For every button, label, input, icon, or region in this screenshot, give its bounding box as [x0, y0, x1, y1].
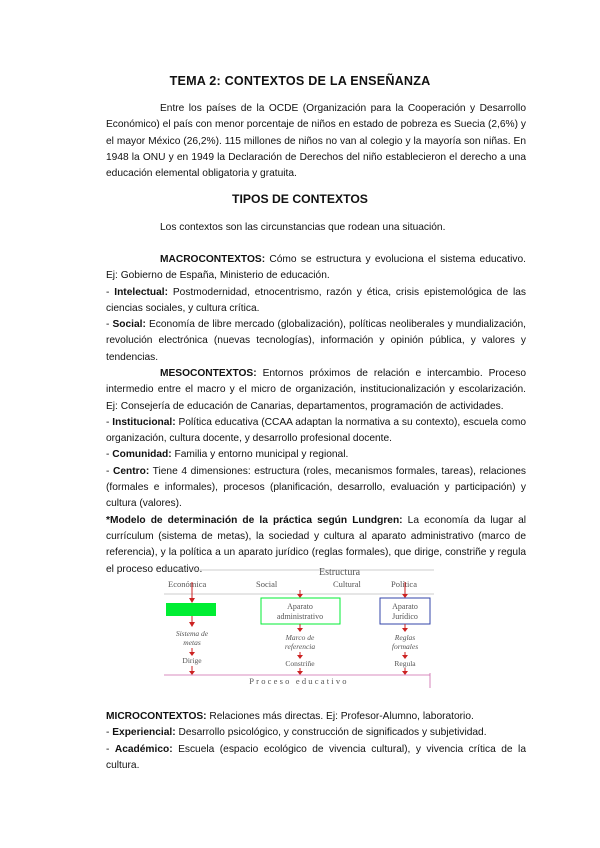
micro-text: Relaciones más directas. Ej: Profesor-Alumno, laboratorio.: [206, 711, 474, 722]
macro-item-prefix: -: [106, 319, 113, 331]
meso-item-label: Centro:: [113, 465, 150, 477]
arrowhead-constrine-proceso: [297, 671, 303, 675]
micro-item-label: Académico:: [114, 743, 173, 755]
document-title: TEMA 2: CONTEXTOS DE LA ENSEÑANZA: [169, 74, 431, 88]
micro-item-text: Desarrollo psicológico, y construcción de significados y subjetividad.: [175, 727, 487, 739]
meso-item-label: Comunidad:: [112, 449, 172, 461]
definition-paragraph: [106, 220, 526, 236]
constrine-label: Constriñe: [285, 659, 315, 668]
micro-item-academico: [106, 742, 526, 775]
meso-text: Entornos próximos de relación e intercambio. Proceso intermedio entre el macro y el micro de organización, institucionalización y escolarización. Ej: Consejería de educación de Canarias, departamentos, programación de actividades.: [106, 368, 526, 412]
reglas-formales-line1: Reglas: [394, 633, 416, 642]
sistema-metas-line1: Sistema de: [175, 629, 209, 638]
macro-item-prefix: -: [106, 286, 115, 298]
micro-item-text: Escuela (espacio ecológico de vivencia cultural), y vivencia crítica de la cultura.: [106, 743, 526, 771]
diagram-social-label: Social: [256, 579, 278, 589]
micro-label: MICROCONTEXTOS:: [106, 711, 207, 722]
macro-paragraph: [106, 252, 526, 285]
aparato-jur-line1: Aparato: [392, 602, 418, 611]
meso-item-text: Familia y entorno municipal y regional.: [171, 449, 349, 461]
dirige-label: Dirige: [182, 656, 202, 665]
meso-item-label: Institucional:: [112, 416, 176, 428]
meso-item-institucional: [106, 415, 526, 448]
meso-item-centro: [106, 464, 526, 513]
micro-item-label: Experiencial:: [112, 727, 176, 739]
marco-referencia-line1: Marco de: [285, 633, 315, 642]
meso-section: [106, 366, 526, 578]
arrowhead-dirige-proceso: [189, 671, 195, 675]
intro-paragraph: [106, 101, 526, 182]
aparato-admin-line2: administrativo: [276, 612, 324, 621]
meso-paragraph: [106, 366, 526, 415]
economica-green-box: [166, 603, 216, 616]
arrowhead-to-sistema: [189, 622, 195, 627]
meso-item-prefix: -: [106, 416, 113, 428]
meso-item-text: Tiene 4 dimensiones: estructura (roles, mecanismos formales, tareas), relaciones (formales e informales), procesos (planificación, desarrollo, evaluación y participación) y cultura (valores).: [106, 465, 526, 510]
lundgren-diagram: [164, 560, 434, 690]
arrowhead-to-reglas: [402, 628, 408, 632]
macro-item-label: Intelectual:: [114, 286, 169, 298]
macro-section: [106, 252, 526, 366]
meso-model-label: *Modelo de determinación de la práctica según Lundgren:: [106, 514, 403, 526]
meso-item-prefix: -: [106, 465, 114, 477]
macro-item-label: Social:: [112, 319, 146, 331]
lundgren-diagram-svg: [164, 560, 434, 690]
micro-item-experiencial: [106, 725, 526, 741]
meso-model-text: La economía da lugar al currículum (sistema de metas), la sociedad y cultura al aparato administrativo (marco de referencia), y la política a un aparato jurídico (reglas formales), que dirige, constriñe y regula el proceso educativo.: [106, 514, 526, 575]
marco-referencia-line2: referencia: [284, 642, 316, 651]
meso-item-comunidad: [106, 447, 526, 463]
diagram-estructura-label: Estructura: [319, 567, 361, 578]
diagram-cultural-label: Cultural: [333, 579, 361, 589]
micro-section: [106, 709, 526, 774]
diagram-economica-label: Económica: [168, 579, 207, 589]
section-title-tipos: TIPOS DE CONTEXTOS: [232, 192, 368, 206]
micro-item-prefix: -: [106, 727, 113, 739]
meso-item-prefix: -: [106, 449, 113, 461]
macro-item-social: [106, 317, 526, 366]
arrowhead-regula-proceso: [402, 671, 408, 675]
intro-text: Entre los países de la OCDE (Organización para la Cooperación y Desarrollo Económico) el país con menor porcentaje de niños en estado de pobreza es Suecia (2,6%) y el mayor México (26,2%). 115 millones de niños no van al colegio y la mayoría son niñas. En 1948 la ONU y en 1949 la Declaración de Derechos del niño establecieron el derecho a una educación elemental obligatoria y gratuita.: [106, 103, 526, 180]
regula-label: Regula: [394, 659, 416, 668]
macro-item-text: Economía de libre mercado (globalización), políticas neoliberales y mundialización, revolución electrónica (nuevas tecnologías), información y opinión pública, y valores y tendencias.: [106, 319, 526, 363]
sistema-metas-line2: metas: [183, 638, 201, 647]
arrowhead-social: [297, 594, 303, 598]
micro-item-prefix: -: [106, 743, 115, 755]
macro-text: Cómo se estructura y evoluciona el sistema educativo. Ej: Gobierno de España, Ministerio de educación.: [106, 254, 526, 282]
proceso-educativo-label: Proceso educativo: [249, 676, 349, 686]
reglas-formales-line2: formales: [391, 642, 419, 651]
arrowhead-politica: [402, 594, 408, 598]
arrowhead-economica: [189, 598, 195, 603]
aparato-jur-line2: Jurídico: [392, 612, 418, 621]
macro-label: MACROCONTEXTOS:: [160, 254, 266, 265]
definition-text: Los contextos son las circunstancias que rodean una situación.: [160, 222, 446, 233]
arrowhead-to-marco: [297, 628, 303, 632]
micro-paragraph: [106, 709, 526, 725]
diagram-politica-label: Política: [391, 579, 417, 589]
macro-item-text: Postmodernidad, etnocentrismo, razón y ética, crisis epistemológica de las ciencias sociales, y cultura crítica.: [106, 286, 526, 314]
meso-item-text: Política educativa (CCAA adaptan la normativa a su contexto), escuela como organización, cultura docente, y desarrollo profesional docente.: [106, 416, 526, 445]
macro-item-intelectual: [106, 285, 526, 318]
meso-label: MESOCONTEXTOS:: [160, 368, 257, 379]
aparato-admin-line1: Aparato: [287, 602, 313, 611]
